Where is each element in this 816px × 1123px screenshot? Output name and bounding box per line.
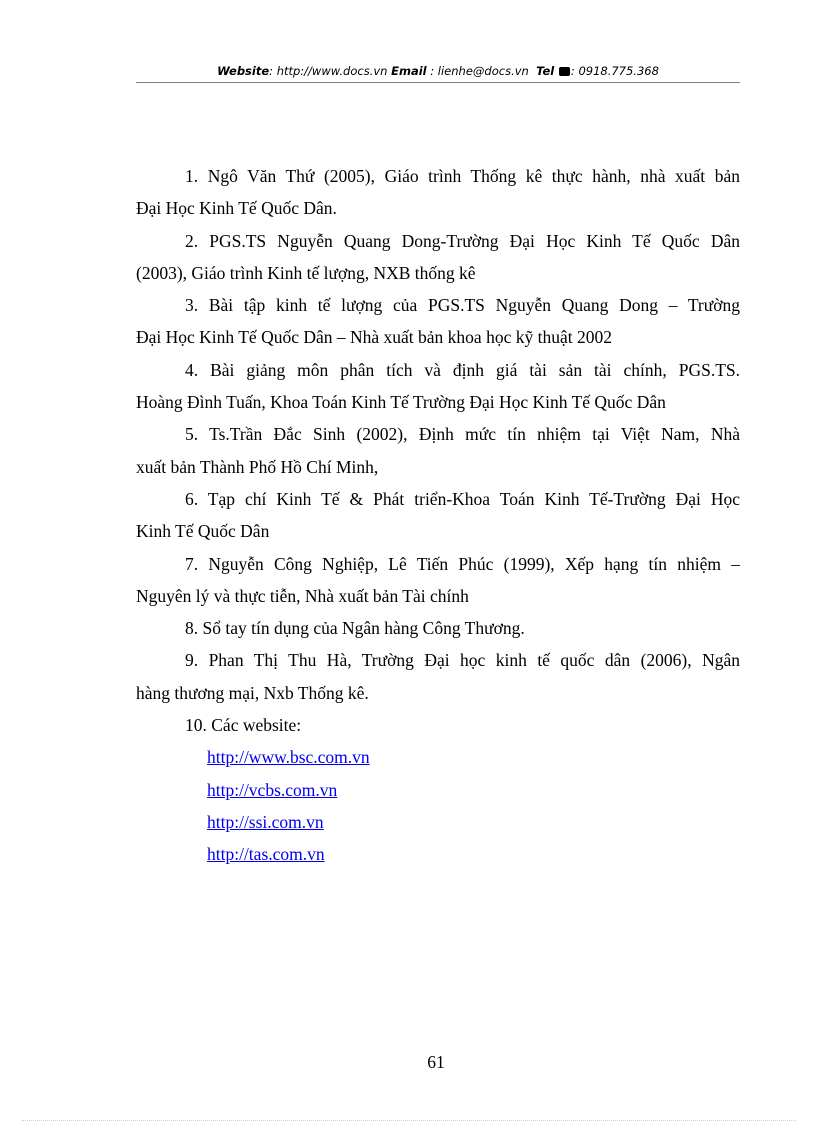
reference-item xyxy=(136,160,740,225)
reference-item xyxy=(136,644,740,709)
website-link[interactable]: http://www.bsc.com.vn xyxy=(207,747,370,768)
page-bottom-border xyxy=(22,1120,796,1121)
page-header xyxy=(136,64,740,78)
reference-first-line: 1. Ngô Văn Thứ (2005), Giáo trình Thống kê thực hành, nhà xuất bản xyxy=(185,166,740,186)
reference-first-line: 10. Các website: xyxy=(185,715,302,736)
reference-continuation: Đại Học Kinh Tế Quốc Dân. xyxy=(136,198,337,219)
reference-first-line: 9. Phan Thị Thu Hà, Trường Đại học kinh tế quốc dân (2006), Ngân xyxy=(185,650,740,671)
header-divider xyxy=(136,82,740,83)
email-label: Email xyxy=(391,64,427,78)
reference-item xyxy=(136,418,740,483)
phone-icon xyxy=(559,67,570,76)
website-link[interactable]: http://ssi.com.vn xyxy=(207,811,324,832)
website-sep: : xyxy=(269,64,277,78)
reference-item xyxy=(136,289,740,354)
reference-list xyxy=(136,160,740,871)
website-link[interactable]: http://tas.com.vn xyxy=(207,844,325,865)
reference-continuation: Nguyên lý và thực tiễn, Nhà xuất bản Tài chính xyxy=(136,585,469,606)
reference-first-line: 5. Ts.Trần Đắc Sinh (2002), Định mức tín nhiệm tại Việt Nam, Nhà xyxy=(185,424,740,445)
tel-sep: : xyxy=(570,64,579,78)
reference-first-line: 3. Bài tập kinh tế lượng của PGS.TS Nguyễn Quang Dong – Trường xyxy=(185,295,740,316)
email-sep: : xyxy=(426,64,438,78)
website-link-list xyxy=(136,741,740,870)
reference-item xyxy=(136,612,740,644)
reference-first-line: 4. Bài giảng môn phân tích và định giá tài sản tài chính, PGS.TS. xyxy=(185,359,740,380)
reference-continuation: xuất bản Thành Phố Hồ Chí Minh, xyxy=(136,456,379,477)
website-label: Website xyxy=(217,64,270,78)
reference-item xyxy=(136,354,740,419)
reference-continuation: Đại Học Kinh Tế Quốc Dân – Nhà xuất bản khoa học kỹ thuật 2002 xyxy=(136,327,612,348)
reference-continuation: hàng thương mại, Nxb Thống kê. xyxy=(136,682,369,703)
reference-item xyxy=(136,548,740,613)
tel-label: Tel xyxy=(536,64,555,78)
page-number: 61 xyxy=(427,1052,445,1072)
website-value[interactable]: http://www.docs.vn xyxy=(276,64,388,78)
reference-continuation: Hoàng Đình Tuấn, Khoa Toán Kinh Tế Trường Đại Học Kinh Tế Quốc Dân xyxy=(136,392,666,413)
reference-item xyxy=(136,709,740,741)
website-link[interactable]: http://vcbs.com.vn xyxy=(207,779,338,800)
reference-item xyxy=(136,225,740,290)
reference-first-line: 7. Nguyễn Công Nghiệp, Lê Tiến Phúc (1999), Xếp hạng tín nhiệm – xyxy=(185,553,740,574)
tel-value: 0918.775.368 xyxy=(578,64,659,78)
reference-continuation: Kinh Tế Quốc Dân xyxy=(136,521,270,542)
reference-item xyxy=(136,483,740,548)
reference-first-line: 6. Tạp chí Kinh Tế & Phát triển-Khoa Toán Kinh Tế-Trường Đại Học xyxy=(185,488,740,509)
reference-continuation: (2003), Giáo trình Kinh tế lượng, NXB thống kê xyxy=(136,262,476,283)
reference-first-line: 8. Sổ tay tín dụng của Ngân hàng Công Thương. xyxy=(185,618,525,639)
reference-first-line: 2. PGS.TS Nguyễn Quang Dong-Trường Đại Học Kinh Tế Quốc Dân xyxy=(185,230,740,251)
email-value[interactable]: lienhe@docs.vn xyxy=(437,64,529,78)
